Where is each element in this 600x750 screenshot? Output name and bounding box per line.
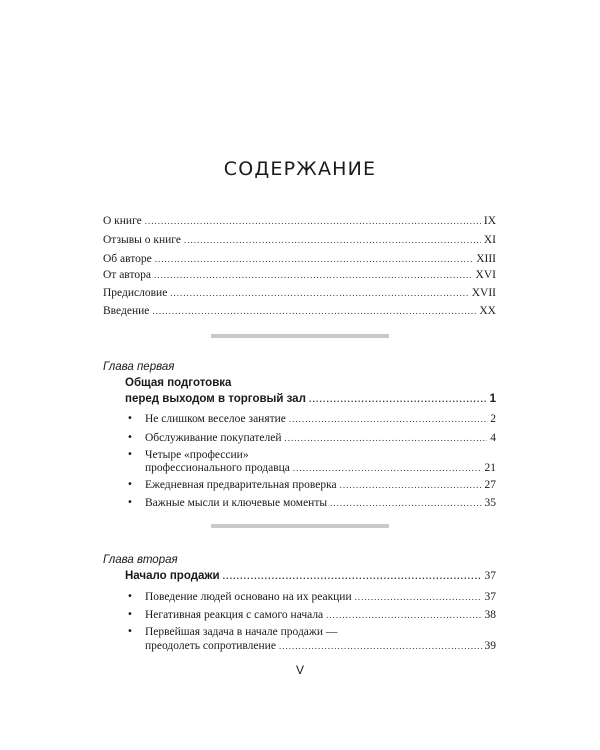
toc-entry-page: XI <box>483 234 496 246</box>
toc-subentry[interactable] <box>125 608 496 622</box>
toc-subentry-label: Ежедневная предварительная проверка <box>145 479 337 491</box>
dot-leader <box>293 461 482 475</box>
toc-entry-label: Отзывы о книге <box>103 234 181 246</box>
section-divider <box>211 524 389 528</box>
toc-subentry[interactable] <box>125 590 496 604</box>
toc-subentry-page: 39 <box>484 640 496 652</box>
toc-entry-page: XVI <box>475 269 496 281</box>
toc-subentry-label: профессионального продавца <box>145 462 290 474</box>
toc-subentry-label: Важные мысли и ключевые моменты <box>145 497 328 509</box>
toc-subentry-first-line[interactable] <box>125 625 337 639</box>
toc-entry-label: Введение <box>103 305 150 317</box>
chapter-title: Начало продажи <box>125 570 220 582</box>
toc-subentry-page: 4 <box>490 432 496 444</box>
chapter-title-line: перед выходом в торговый зал <box>125 393 306 405</box>
toc-subentry-first-line[interactable] <box>125 448 249 462</box>
dot-leader <box>145 214 481 228</box>
chapter-title[interactable]: Общая подготовка <box>125 377 232 389</box>
toc-subentry-page: 27 <box>484 479 496 491</box>
chapter-page: 37 <box>484 570 496 582</box>
dot-leader <box>309 392 487 406</box>
toc-subentry-page: 37 <box>484 591 496 603</box>
toc-entry-page: IX <box>483 215 496 227</box>
section-divider <box>211 334 389 338</box>
toc-subentry-label: преодолеть сопротивление <box>145 640 276 652</box>
page-number: V <box>295 663 304 677</box>
toc-entry[interactable] <box>103 252 496 266</box>
toc-subentry[interactable] <box>125 412 496 426</box>
dot-leader <box>279 639 482 653</box>
dot-leader <box>184 233 481 247</box>
toc-entry-label: О книге <box>103 215 142 227</box>
toc-subentry-page: 38 <box>484 609 496 621</box>
bullet-icon: • <box>127 591 133 602</box>
toc-entry[interactable] <box>103 214 496 228</box>
chapter-entry[interactable] <box>125 569 496 583</box>
toc-subentry-label: Поведение людей основано на их реакции <box>145 591 352 603</box>
toc-subentry-label: Первейшая задача в начале продажи — <box>145 626 338 638</box>
toc-subentry-page: 21 <box>484 462 496 474</box>
toc-entry-page: XX <box>479 305 496 317</box>
dot-leader <box>330 496 481 510</box>
toc-entry[interactable] <box>103 233 496 247</box>
toc-entry-page: XIII <box>476 253 496 265</box>
bullet-icon: • <box>127 626 133 637</box>
toc-subentry-label: Не слишком веселое занятие <box>145 413 286 425</box>
toc-subentry-label: Обслуживание покупателей <box>145 432 282 444</box>
toc-entry[interactable] <box>103 286 496 300</box>
dot-leader <box>355 590 482 604</box>
toc-entry-label: Об авторе <box>103 253 152 265</box>
toc-subentry[interactable] <box>125 431 496 445</box>
toc-subentry-page: 35 <box>484 497 496 509</box>
bullet-icon: • <box>127 497 133 508</box>
chapter-entry[interactable] <box>125 392 496 406</box>
toc-entry-page: XVII <box>471 287 496 299</box>
dot-leader <box>285 431 488 445</box>
bullet-icon: • <box>127 413 133 424</box>
toc-subentry[interactable] <box>125 496 496 510</box>
toc-subentry[interactable] <box>145 461 496 475</box>
toc-subentry-label: Четыре «профессии» <box>145 449 249 461</box>
dot-leader <box>223 569 482 583</box>
bullet-icon: • <box>127 449 133 460</box>
dot-leader <box>340 478 482 492</box>
toc-subentry-page: 2 <box>490 413 496 425</box>
toc-entry-label: От автора <box>103 269 151 281</box>
dot-leader <box>289 412 487 426</box>
page-title: СОДЕРЖАНИЕ <box>223 158 377 180</box>
toc-entry[interactable] <box>103 304 496 318</box>
toc-subentry[interactable] <box>145 639 496 653</box>
bullet-icon: • <box>127 609 133 620</box>
dot-leader <box>155 252 473 266</box>
toc-entry[interactable] <box>103 268 496 282</box>
toc-entry-label: Предисловие <box>103 287 168 299</box>
dot-leader <box>154 268 473 282</box>
chapter-label: Глава вторая <box>103 554 178 566</box>
toc-subentry[interactable] <box>125 478 496 492</box>
chapter-label: Глава первая <box>103 361 175 373</box>
dot-leader <box>152 304 476 318</box>
chapter-page: 1 <box>489 393 496 405</box>
dot-leader <box>170 286 468 300</box>
dot-leader <box>326 608 481 622</box>
bullet-icon: • <box>127 432 133 443</box>
bullet-icon: • <box>127 479 133 490</box>
toc-subentry-label: Негативная реакция с самого начала <box>145 609 324 621</box>
